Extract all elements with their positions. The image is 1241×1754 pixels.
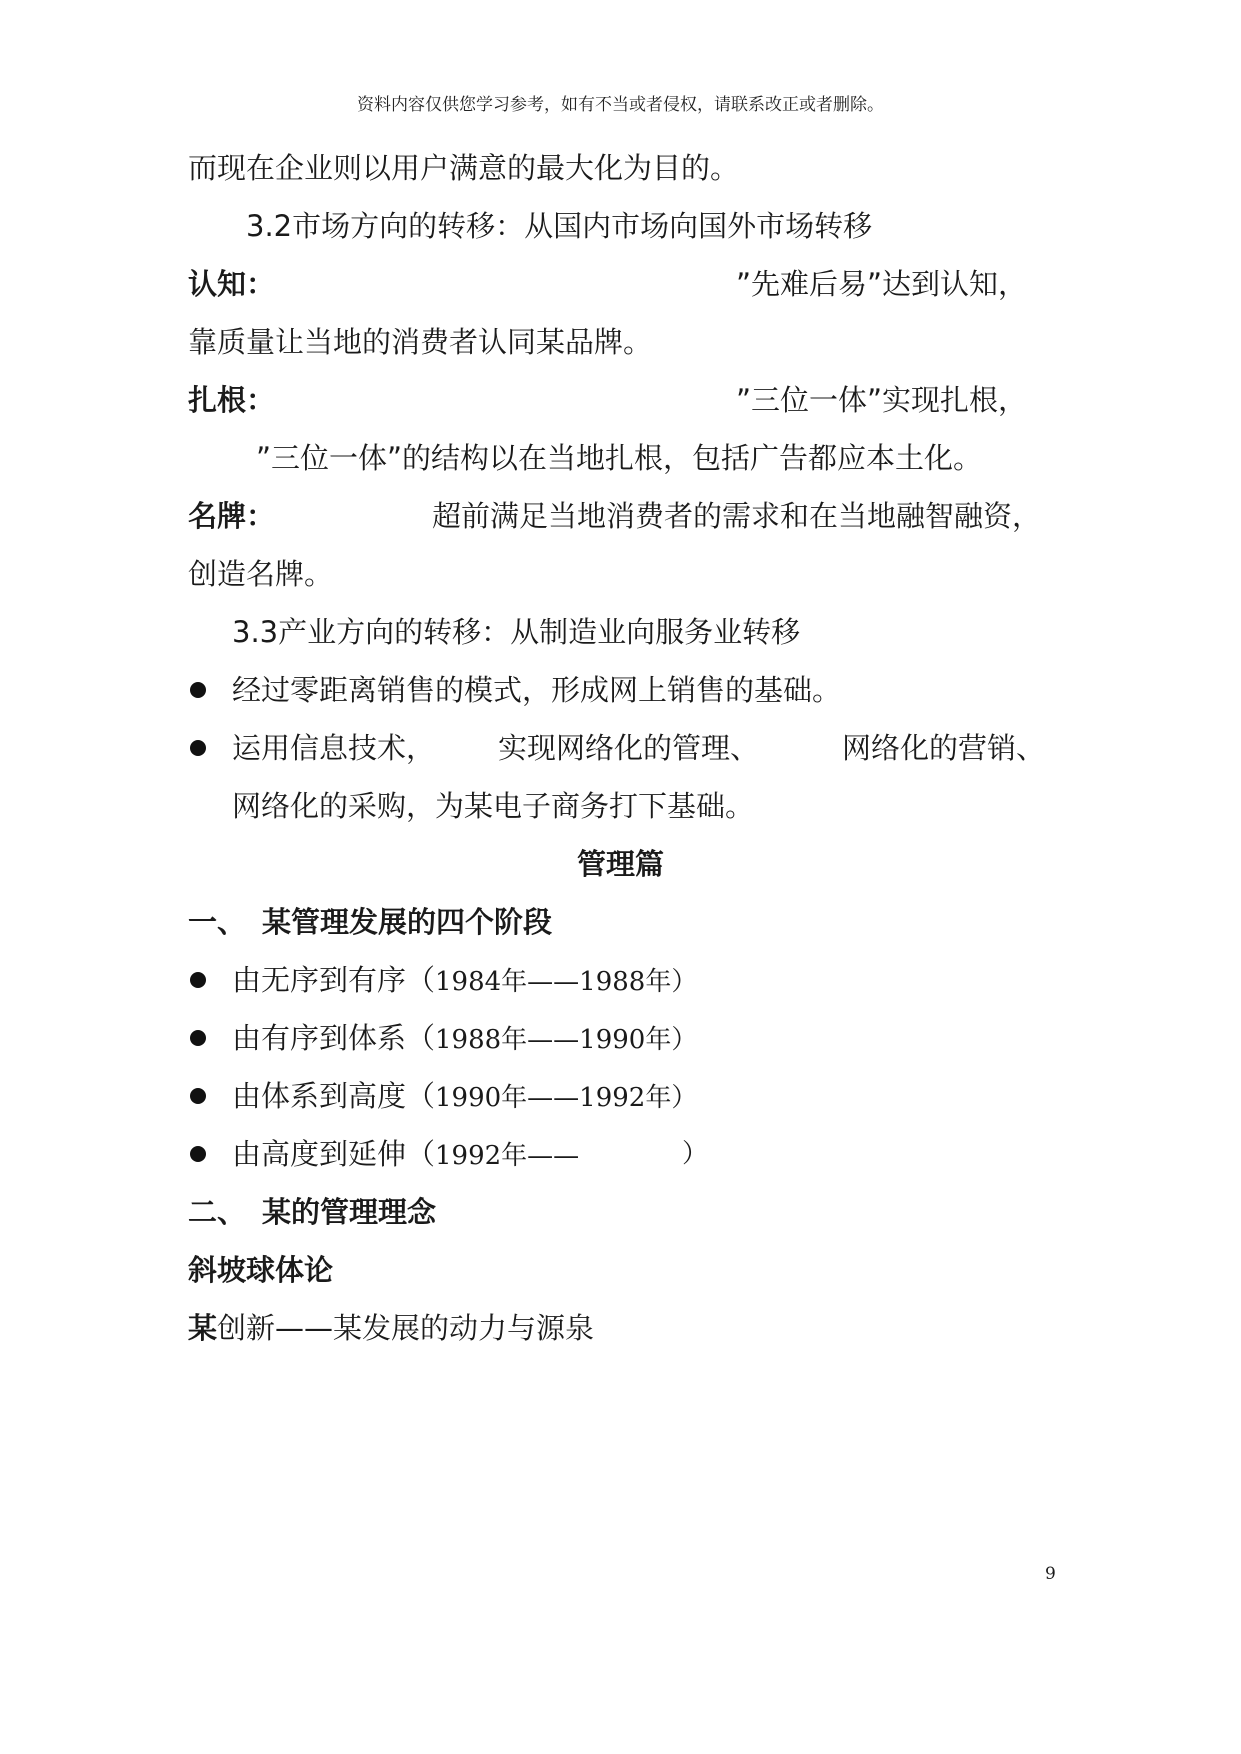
bullet-icon	[190, 740, 206, 756]
innovation-bold: 某	[188, 1311, 218, 1345]
stage-close-paren: ）	[682, 1139, 709, 1169]
bullet-icon	[190, 1088, 206, 1104]
stage-label: 由高度到延伸（	[232, 1137, 436, 1171]
renzhi-text: ”先难后易”达到认知，	[736, 267, 1028, 301]
stage-item	[232, 1134, 732, 1174]
bullet-2-part-b: 实现网络化的管理、	[498, 731, 760, 765]
stage-label: 由无序到有序（	[232, 963, 436, 997]
bullet-2-part-a: 运用信息技术，	[232, 731, 436, 765]
mingpai-label: 名牌：	[188, 499, 276, 533]
item-renzhi	[188, 264, 1048, 304]
heading-one-number: 一、	[188, 905, 247, 939]
heading-two	[188, 1192, 788, 1232]
section-title: 管理篇	[576, 847, 664, 881]
stage-label: 由有序到体系（	[232, 1021, 436, 1055]
stage-years: 1988年——1990年）	[435, 1025, 698, 1055]
bullet-2-continued: 网络化的采购，为某电子商务打下基础。	[232, 789, 755, 823]
heading-two-text: 某的管理理念	[262, 1195, 437, 1229]
stage-years: 1992年——	[435, 1141, 580, 1171]
stage-years: 1984年——1988年）	[435, 967, 698, 997]
zagen-text: ”三位一体”实现扎根，	[736, 383, 1028, 417]
stage-years: 1990年——1992年）	[435, 1083, 698, 1113]
stage-item	[232, 960, 697, 1002]
renzhi-continued: 靠质量让当地的消费者认同某品牌。	[188, 325, 653, 359]
heading-3-2: 3.2市场方向的转移：从国内市场向国外市场转移	[246, 209, 873, 243]
innovation-line	[188, 1308, 594, 1348]
heading-3-3: 3.3产业方向的转移：从制造业向服务业转移	[232, 615, 801, 649]
heading-two-number: 二、	[188, 1195, 247, 1229]
stage-item	[232, 1076, 697, 1118]
mingpai-text: 超前满足当地消费者的需求和在当地融智融资，	[432, 499, 1042, 533]
innovation-rest: 创新——某发展的动力与源泉	[217, 1311, 595, 1345]
item-zagen	[188, 380, 1048, 420]
page-number: 9	[1045, 1564, 1056, 1584]
stage-item	[232, 1018, 697, 1060]
paragraph-intro: 而现在企业则以用户满意的最大化为目的。	[188, 151, 740, 185]
heading-one-text: 某管理发展的四个阶段	[262, 905, 553, 939]
bullet-text-1: 经过零距离销售的模式，形成网上销售的基础。	[232, 673, 842, 707]
bullet-icon	[190, 682, 206, 698]
item-mingpai	[188, 496, 1048, 536]
bullet-icon	[190, 1030, 206, 1046]
bullet-icon	[190, 972, 206, 988]
zagen-label: 扎根：	[188, 383, 276, 417]
page-header-notice: 资料内容仅供您学习参考，如有不当或者侵权，请联系改正或者删除。	[357, 95, 884, 115]
bullet-icon	[190, 1146, 206, 1162]
heading-one	[188, 902, 788, 942]
bullet-2-part-c: 网络化的营销、	[842, 731, 1046, 765]
bullet-text-2	[232, 728, 1052, 768]
stage-label: 由体系到高度（	[232, 1079, 436, 1113]
mingpai-continued: 创造名牌。	[188, 557, 334, 591]
subheading-slope: 斜坡球体论	[188, 1253, 334, 1287]
renzhi-label: 认知：	[188, 267, 276, 301]
zagen-continued: ”三位一体”的结构以在当地扎根，包括广告都应本土化。	[256, 441, 983, 475]
